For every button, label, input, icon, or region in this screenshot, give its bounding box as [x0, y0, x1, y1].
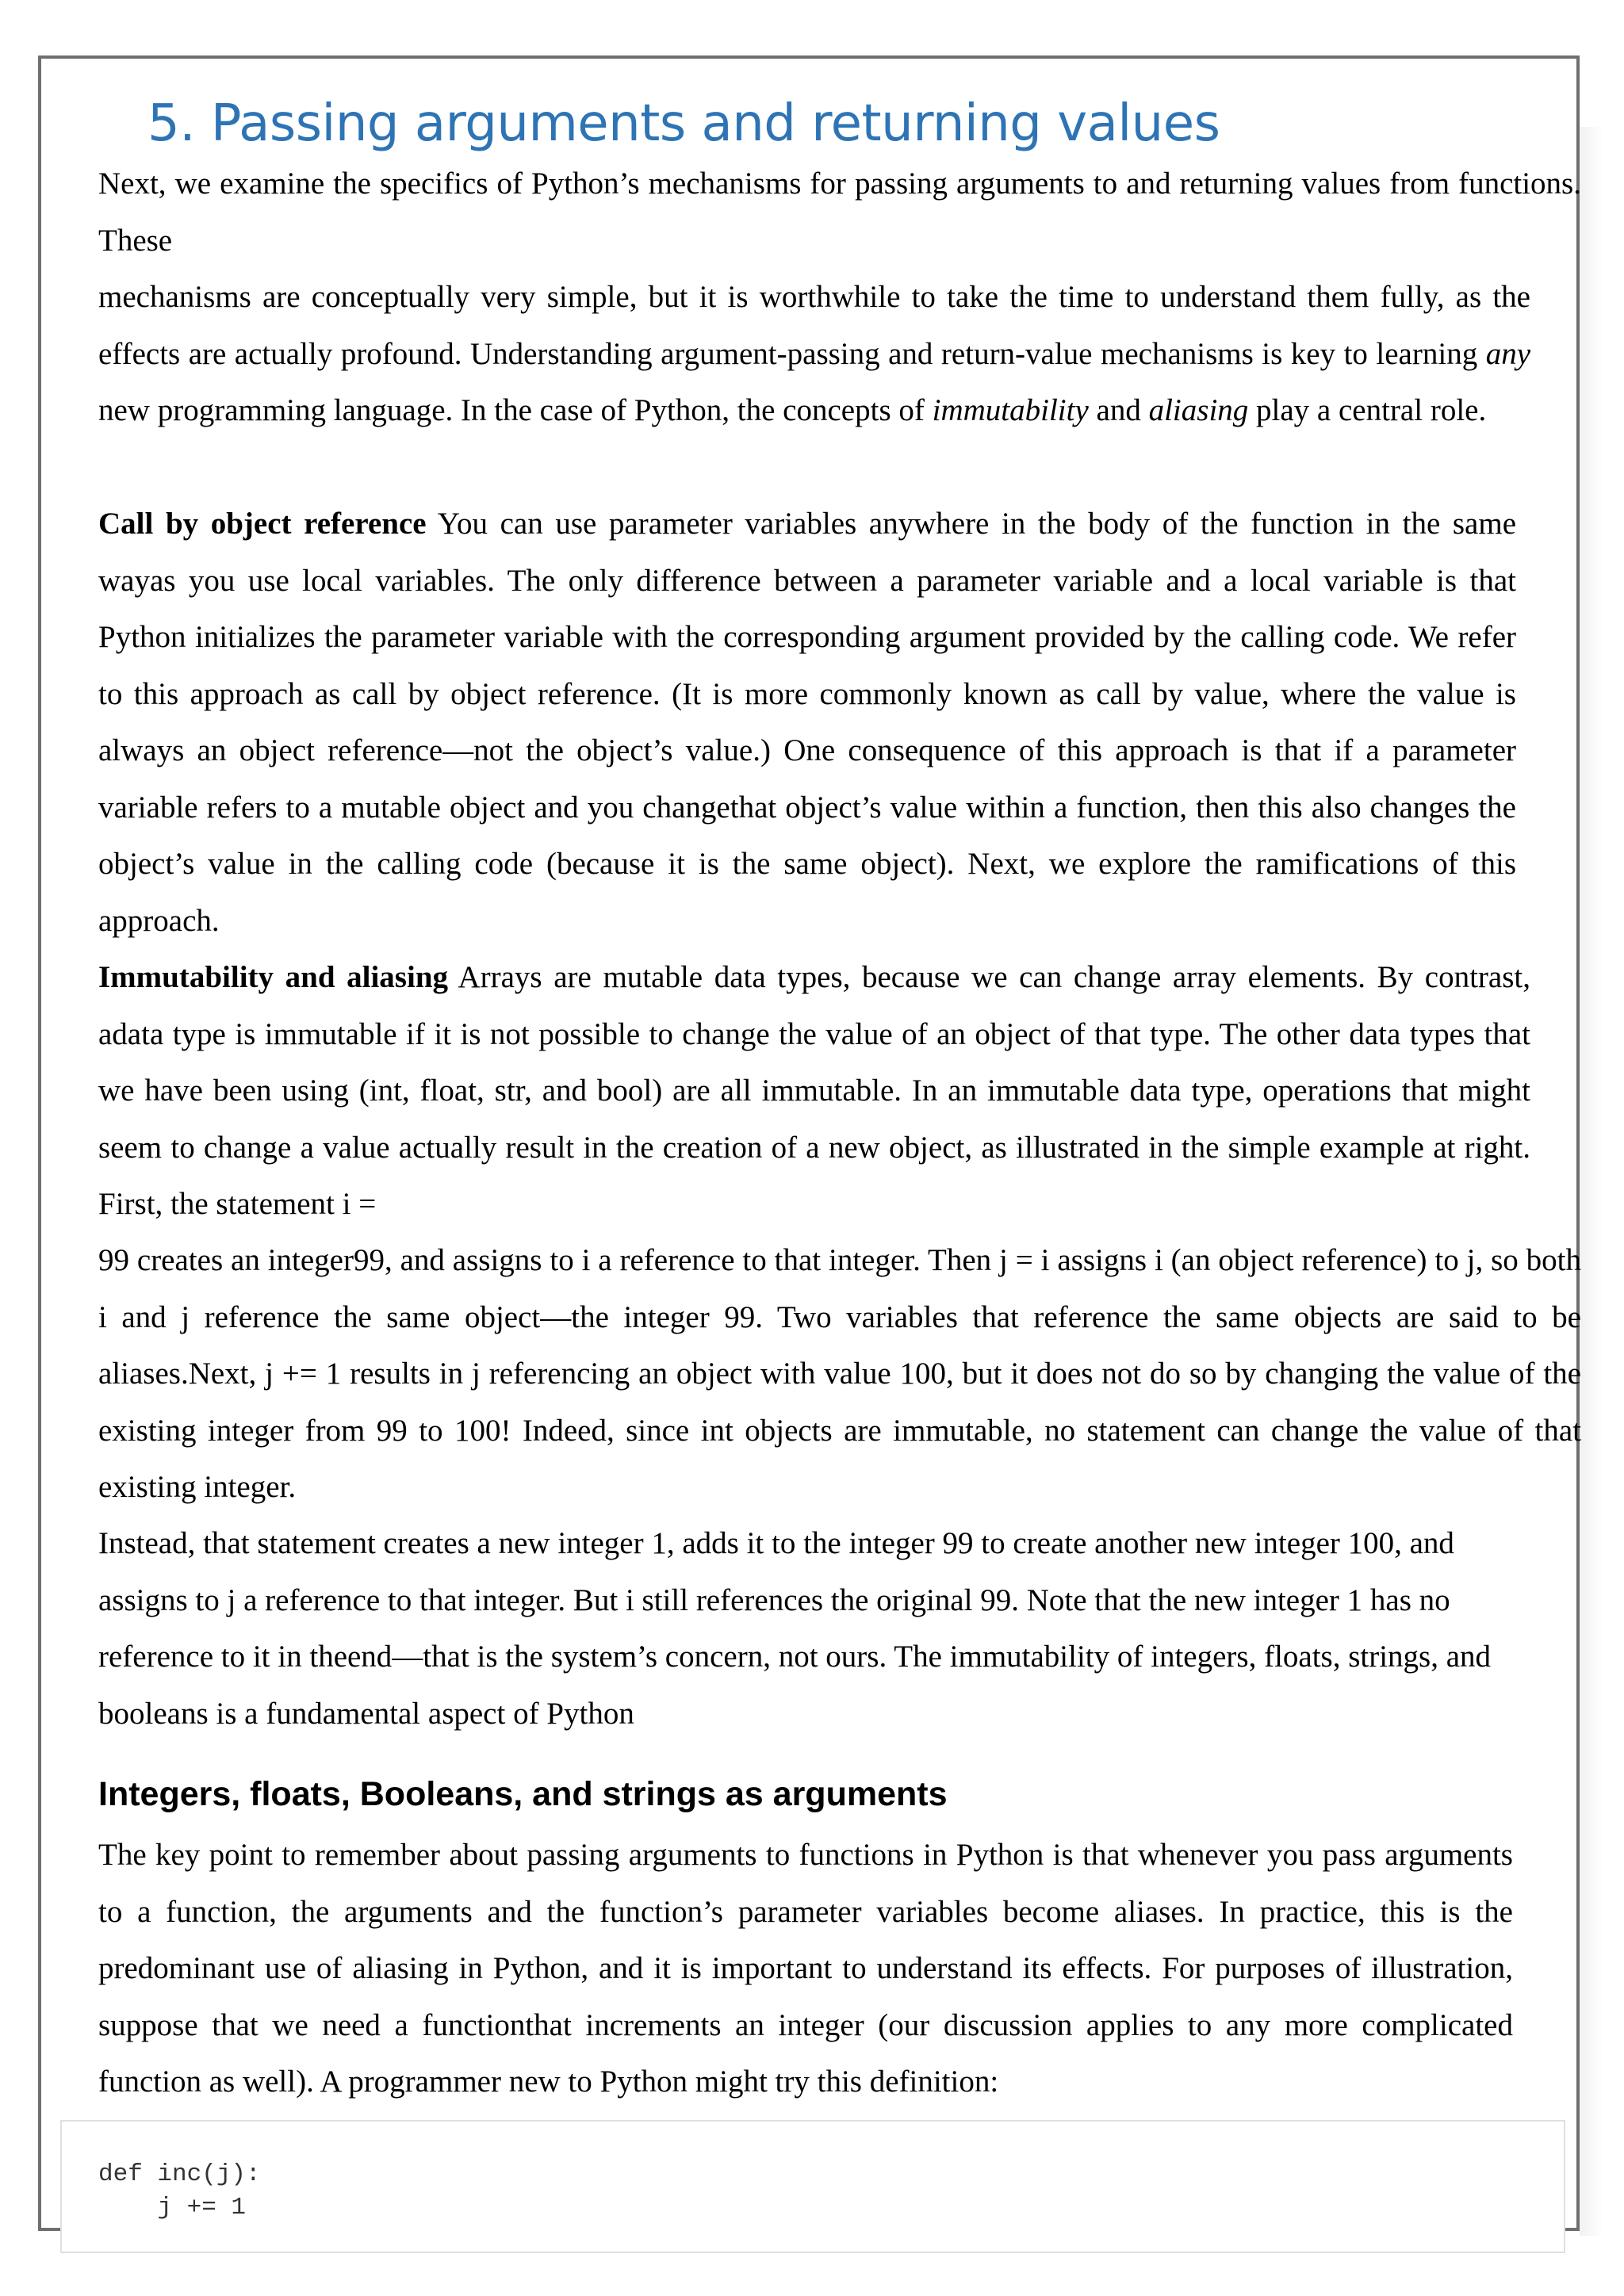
immutability-heading: Immutability and aliasing — [98, 960, 449, 994]
section-paragraph: The key point to remember about passing arguments to functions in Python is that whenever you pass arguments to a function, the arguments and the function’s parameter variables become aliases. In practice, this is the predominant use of aliasing in Python, and it is important to understand its effects. For purposes of illustration, suppose that we need a functionthat increments an integer (our discussion applies to any more complicated function as well). A programmer new to Python might try this definition: — [98, 1838, 1513, 2099]
new-integer-paragraph: Instead, that statement creates a new integer 1, adds it to the integer 99 to create another new integer 100, and assigns to j a reference to that integer. But i still references the original 99. Note that the new integer 1 has no reference to it in theend—that is the system’s concern, not ours. The immutability of integers, floats, strings, and booleans is a fundamental aspect of Python — [98, 1526, 1492, 1731]
page-title: 5. Passing arguments and returning values — [147, 94, 1220, 153]
section-heading: Integers, floats, Booleans, and strings as arguments — [98, 1775, 948, 1813]
code-block — [60, 2120, 1565, 2253]
call-by-reference-heading: Call by object reference — [98, 507, 427, 541]
immutability-paragraph: Immutability and aliasing Arrays are mutable data types, because we can change array elements. By contrast, adata type is immutable if it is not possible to change the value of an object of that type. The other data types that we have been using (int, float, str, and bool) are all immutable. In an immutable data type, operations that might seem to change a value actually result in the creation of a new object, as illustrated in the simple example at right. First, the statement i = — [98, 960, 1530, 1221]
page-edge-shadow — [1580, 127, 1603, 2236]
call-by-reference-paragraph: Call by object reference You can use parameter variables anywhere in the body of the function in the same wayas you use local variables. The only difference between a parameter variable and a local variable is that Python initializes the parameter variable with the corresponding argument provided by the calling code. We refer to this approach as call by object reference. (It is more commonly known as call by value, where the value is always an object reference—not the object’s value.) One consequence of this approach is that if a parameter variable refers to a mutable object and you changethat object’s value within a function, then this also changes the object’s value in the calling code (because it is the same object). Next, we explore the ramifications of this approach. — [98, 507, 1517, 938]
intro-paragraph-1: Next, we examine the specifics of Python’s mechanisms for passing arguments to and returning values from functions. These — [98, 166, 1581, 258]
aliasing-paragraph: 99 creates an integer99, and assigns to i a reference to that integer. Then j = i assigns i (an object reference) to j, so both i and j reference the same object—the integer 99. Two variables that reference the same objects are said to be aliases.Next, j += 1 results in j referencing an object with value 100, but it does not do so by changing the value of the existing integer from 99 to 100! Indeed, since int objects are immutable, no statement can change the value of that existing integer. — [98, 1243, 1581, 1504]
intro-paragraph-2: mechanisms are conceptually very simple, but it is worthwhile to take the time to understand them fully, as the effects are actually profound. Understanding argument-passing and return-value mechanisms is key to learning any new programming language. In the case of Python, the concepts of immutability and aliasing play a central role. — [98, 280, 1530, 427]
code-listing: def inc(j): j += 1 — [98, 2160, 261, 2221]
